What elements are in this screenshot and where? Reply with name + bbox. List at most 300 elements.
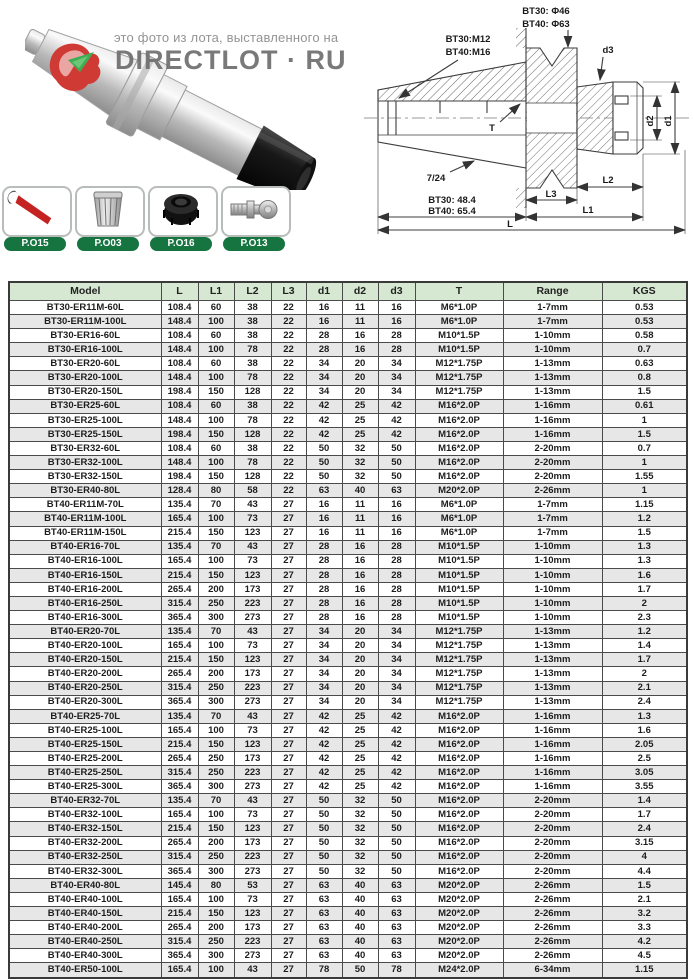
- table-cell: 28: [306, 596, 342, 610]
- table-cell: BT40-ER40-250L: [9, 935, 161, 949]
- table-cell: 165.4: [161, 639, 198, 653]
- table-cell: 40: [342, 921, 378, 935]
- table-cell: 200: [198, 921, 234, 935]
- table-cell: 1-10mm: [503, 596, 602, 610]
- table-cell: 50: [306, 441, 342, 455]
- table-cell: 22: [271, 385, 306, 399]
- table-cell: 63: [306, 892, 342, 906]
- table-cell: 27: [271, 921, 306, 935]
- table-cell: 34: [378, 639, 415, 653]
- table-cell: 0.7: [602, 343, 687, 357]
- table-cell: 40: [342, 935, 378, 949]
- table-cell: M20*2.0P: [415, 921, 503, 935]
- table-cell: 148.4: [161, 315, 198, 329]
- table-cell: 4: [602, 850, 687, 864]
- table-cell: 250: [198, 935, 234, 949]
- table-cell: 25: [342, 723, 378, 737]
- table-cell: 165.4: [161, 963, 198, 978]
- table-cell: 27: [271, 963, 306, 978]
- table-row: [9, 301, 687, 315]
- table-cell: M12*1.75P: [415, 639, 503, 653]
- table-cell: 27: [271, 681, 306, 695]
- table-cell: 128: [234, 427, 271, 441]
- table-cell: M10*1.5P: [415, 596, 503, 610]
- table-cell: 148.4: [161, 343, 198, 357]
- table-cell: 365.4: [161, 611, 198, 625]
- table-cell: 73: [234, 808, 271, 822]
- table-cell: 42: [378, 766, 415, 780]
- table-cell: 165.4: [161, 554, 198, 568]
- table-cell: 70: [198, 540, 234, 554]
- table-cell: 2-20mm: [503, 794, 602, 808]
- table-cell: 22: [271, 315, 306, 329]
- table-cell: 34: [306, 385, 342, 399]
- accessory-box-pull-stud: [221, 186, 291, 237]
- table-cell: 108.4: [161, 301, 198, 315]
- table-row: [9, 427, 687, 441]
- table-cell: 16: [342, 568, 378, 582]
- table-cell: 60: [198, 399, 234, 413]
- table-cell: 27: [271, 794, 306, 808]
- column-header-l2: L2: [234, 282, 271, 301]
- table-cell: 16: [306, 512, 342, 526]
- table-cell: 63: [378, 892, 415, 906]
- table-cell: 1.2: [602, 512, 687, 526]
- table-cell: 25: [342, 766, 378, 780]
- table-row: [9, 921, 687, 935]
- table-cell: 1-10mm: [503, 540, 602, 554]
- table-cell: 3.3: [602, 921, 687, 935]
- table-cell: 34: [378, 371, 415, 385]
- table-cell: 1.2: [602, 625, 687, 639]
- table-cell: 100: [198, 413, 234, 427]
- table-cell: 108.4: [161, 357, 198, 371]
- directlot-logo-icon: [42, 36, 104, 98]
- table-cell: 22: [271, 329, 306, 343]
- table-cell: 42: [378, 413, 415, 427]
- wrench-icon: [4, 188, 66, 231]
- table-cell: 34: [306, 371, 342, 385]
- table-cell: 123: [234, 737, 271, 751]
- table-cell: 32: [342, 836, 378, 850]
- table-cell: M16*2.0P: [415, 441, 503, 455]
- table-cell: 28: [306, 554, 342, 568]
- table-cell: 365.4: [161, 864, 198, 878]
- table-cell: 223: [234, 681, 271, 695]
- table-cell: 2-20mm: [503, 864, 602, 878]
- table-cell: 315.4: [161, 681, 198, 695]
- table-cell: 27: [271, 780, 306, 794]
- table-cell: 145.4: [161, 878, 198, 892]
- table-cell: 100: [198, 723, 234, 737]
- table-cell: 42: [306, 766, 342, 780]
- table-cell: M16*2.0P: [415, 723, 503, 737]
- table-cell: 16: [378, 512, 415, 526]
- table-cell: 135.4: [161, 709, 198, 723]
- table-cell: 173: [234, 752, 271, 766]
- table-cell: 173: [234, 582, 271, 596]
- table-cell: M16*2.0P: [415, 780, 503, 794]
- table-cell: 34: [306, 681, 342, 695]
- table-cell: 22: [271, 427, 306, 441]
- table-cell: 148.4: [161, 371, 198, 385]
- table-cell: BT30-ER20-100L: [9, 371, 161, 385]
- table-cell: 123: [234, 822, 271, 836]
- table-cell: 60: [198, 329, 234, 343]
- table-cell: 300: [198, 695, 234, 709]
- table-cell: 50: [378, 470, 415, 484]
- table-cell: 43: [234, 709, 271, 723]
- table-cell: 315.4: [161, 935, 198, 949]
- table-cell: 43: [234, 963, 271, 978]
- table-cell: 1: [602, 484, 687, 498]
- table-cell: 3.2: [602, 907, 687, 921]
- column-header-l1: L1: [198, 282, 234, 301]
- table-cell: M16*2.0P: [415, 427, 503, 441]
- table-cell: 22: [271, 343, 306, 357]
- diagram-label-l1: L1: [582, 205, 594, 216]
- table-row: [9, 850, 687, 864]
- table-cell: 27: [271, 554, 306, 568]
- table-row: [9, 371, 687, 385]
- table-cell: 2.4: [602, 822, 687, 836]
- table-cell: 50: [306, 456, 342, 470]
- table-cell: M16*2.0P: [415, 794, 503, 808]
- column-header-t: T: [415, 282, 503, 301]
- table-cell: M16*2.0P: [415, 808, 503, 822]
- table-cell: BT30-ER40-80L: [9, 484, 161, 498]
- accessory-label: P.O03: [77, 237, 139, 251]
- table-cell: M16*2.0P: [415, 709, 503, 723]
- table-cell: 27: [271, 498, 306, 512]
- table-cell: 28: [378, 343, 415, 357]
- table-cell: 1-10mm: [503, 611, 602, 625]
- table-cell: M6*1.0P: [415, 512, 503, 526]
- table-cell: 273: [234, 695, 271, 709]
- table-cell: 1-13mm: [503, 667, 602, 681]
- diagram-label-d2: d2: [645, 115, 656, 127]
- table-row: [9, 907, 687, 921]
- table-row: [9, 484, 687, 498]
- table-cell: 22: [271, 301, 306, 315]
- table-cell: 250: [198, 752, 234, 766]
- table-cell: 1-16mm: [503, 427, 602, 441]
- table-cell: BT40-ER16-250L: [9, 596, 161, 610]
- table-cell: 32: [342, 822, 378, 836]
- table-cell: 215.4: [161, 822, 198, 836]
- table-cell: 42: [378, 427, 415, 441]
- table-cell: 150: [198, 427, 234, 441]
- table-cell: 100: [198, 512, 234, 526]
- table-cell: 27: [271, 709, 306, 723]
- table-cell: 27: [271, 540, 306, 554]
- table-row: [9, 582, 687, 596]
- table-cell: 1-16mm: [503, 413, 602, 427]
- table-cell: BT30-ER16-100L: [9, 343, 161, 357]
- table-cell: 108.4: [161, 441, 198, 455]
- table-cell: 22: [271, 371, 306, 385]
- table-cell: 22: [271, 357, 306, 371]
- table-cell: 50: [306, 822, 342, 836]
- table-cell: 365.4: [161, 695, 198, 709]
- table-cell: 60: [198, 301, 234, 315]
- table-cell: 63: [378, 949, 415, 963]
- diagram-label-flange-dia-bt30: BT30: Φ46: [522, 6, 570, 17]
- table-cell: 2-20mm: [503, 808, 602, 822]
- accessory-box-wrench: [2, 186, 72, 237]
- table-cell: 63: [378, 921, 415, 935]
- table-cell: 34: [378, 681, 415, 695]
- table-cell: 148.4: [161, 456, 198, 470]
- table-cell: 43: [234, 794, 271, 808]
- table-cell: 1.3: [602, 709, 687, 723]
- table-row: [9, 526, 687, 540]
- diagram-label-l3: L3: [545, 189, 557, 200]
- table-cell: 28: [378, 568, 415, 582]
- table-row: [9, 413, 687, 427]
- table-cell: 28: [378, 329, 415, 343]
- table-cell: 223: [234, 850, 271, 864]
- table-row: [9, 892, 687, 906]
- table-cell: 70: [198, 794, 234, 808]
- column-header-l3: L3: [271, 282, 306, 301]
- table-cell: M12*1.75P: [415, 667, 503, 681]
- table-cell: 22: [271, 456, 306, 470]
- table-cell: 173: [234, 667, 271, 681]
- table-cell: 135.4: [161, 625, 198, 639]
- table-cell: BT40-ER32-70L: [9, 794, 161, 808]
- table-cell: 2-26mm: [503, 892, 602, 906]
- table-cell: 365.4: [161, 780, 198, 794]
- table-cell: 28: [306, 582, 342, 596]
- table-cell: 50: [306, 836, 342, 850]
- table-cell: 50: [378, 836, 415, 850]
- table-row: [9, 808, 687, 822]
- table-cell: 1: [602, 456, 687, 470]
- table-cell: M10*1.5P: [415, 582, 503, 596]
- table-cell: 34: [378, 667, 415, 681]
- table-cell: 27: [271, 512, 306, 526]
- table-cell: 3.05: [602, 766, 687, 780]
- table-cell: 200: [198, 582, 234, 596]
- table-cell: 150: [198, 653, 234, 667]
- table-cell: 25: [342, 413, 378, 427]
- table-cell: 28: [378, 554, 415, 568]
- table-cell: 2-20mm: [503, 456, 602, 470]
- table-cell: 1.4: [602, 794, 687, 808]
- table-cell: 223: [234, 766, 271, 780]
- table-row: [9, 470, 687, 484]
- table-cell: 1-16mm: [503, 737, 602, 751]
- table-cell: 2.3: [602, 611, 687, 625]
- table-cell: 1.5: [602, 385, 687, 399]
- table-cell: M10*1.5P: [415, 554, 503, 568]
- table-cell: 135.4: [161, 498, 198, 512]
- table-cell: M12*1.75P: [415, 625, 503, 639]
- table-cell: 73: [234, 554, 271, 568]
- table-cell: 42: [378, 737, 415, 751]
- table-cell: 165.4: [161, 512, 198, 526]
- table-cell: BT30-ER32-150L: [9, 470, 161, 484]
- table-cell: 50: [378, 822, 415, 836]
- table-row: [9, 822, 687, 836]
- table-cell: BT40-ER40-300L: [9, 949, 161, 963]
- table-cell: 198.4: [161, 470, 198, 484]
- watermark-text: это фото из лота, выставленного на: [114, 30, 339, 45]
- table-cell: 215.4: [161, 737, 198, 751]
- table-cell: BT30-ER11M-60L: [9, 301, 161, 315]
- column-header-range: Range: [503, 282, 602, 301]
- table-cell: M16*2.0P: [415, 836, 503, 850]
- table-cell: M6*1.0P: [415, 301, 503, 315]
- table-cell: BT40-ER16-200L: [9, 582, 161, 596]
- table-cell: 250: [198, 596, 234, 610]
- table-cell: 27: [271, 639, 306, 653]
- table-cell: 1-10mm: [503, 329, 602, 343]
- table-cell: M6*1.0P: [415, 315, 503, 329]
- accessory-label: P.O15: [4, 237, 66, 251]
- table-cell: 315.4: [161, 850, 198, 864]
- table-cell: 34: [378, 625, 415, 639]
- table-cell: 150: [198, 568, 234, 582]
- table-cell: 123: [234, 653, 271, 667]
- table-cell: 38: [234, 441, 271, 455]
- table-cell: M24*2.0P: [415, 963, 503, 978]
- table-row: [9, 441, 687, 455]
- table-cell: 165.4: [161, 808, 198, 822]
- table-cell: 1-13mm: [503, 695, 602, 709]
- table-cell: 20: [342, 681, 378, 695]
- table-cell: 34: [306, 653, 342, 667]
- table-row: [9, 864, 687, 878]
- table-header-row: [9, 282, 687, 301]
- table-cell: 1-16mm: [503, 780, 602, 794]
- table-cell: 100: [198, 456, 234, 470]
- table-cell: 50: [306, 808, 342, 822]
- table-cell: 34: [378, 695, 415, 709]
- table-cell: 63: [306, 907, 342, 921]
- table-cell: 27: [271, 864, 306, 878]
- table-cell: 27: [271, 582, 306, 596]
- table-cell: 40: [342, 949, 378, 963]
- table-row: [9, 709, 687, 723]
- diagram-label-thread-depth: T: [489, 123, 495, 134]
- diagram-label-thread-bt30: BT30:M12: [445, 34, 491, 45]
- table-cell: 80: [198, 484, 234, 498]
- table-cell: 60: [198, 441, 234, 455]
- table-cell: M12*1.75P: [415, 653, 503, 667]
- table-row: [9, 780, 687, 794]
- table-cell: BT40-ER25-150L: [9, 737, 161, 751]
- table-cell: BT40-ER20-200L: [9, 667, 161, 681]
- table-row: [9, 949, 687, 963]
- table-cell: BT40-ER16-100L: [9, 554, 161, 568]
- table-cell: 70: [198, 625, 234, 639]
- table-cell: 63: [306, 949, 342, 963]
- table-cell: 50: [306, 470, 342, 484]
- table-cell: 63: [306, 484, 342, 498]
- table-cell: 27: [271, 653, 306, 667]
- table-cell: BT40-ER20-100L: [9, 639, 161, 653]
- table-cell: 16: [306, 498, 342, 512]
- table-row: [9, 639, 687, 653]
- table-cell: 22: [271, 484, 306, 498]
- table-cell: 73: [234, 723, 271, 737]
- table-cell: 1.3: [602, 554, 687, 568]
- table-cell: M16*2.0P: [415, 413, 503, 427]
- table-cell: 100: [198, 892, 234, 906]
- table-cell: 273: [234, 780, 271, 794]
- table-cell: 28: [378, 596, 415, 610]
- table-row: [9, 667, 687, 681]
- table-cell: 150: [198, 737, 234, 751]
- table-cell: BT40-ER32-300L: [9, 864, 161, 878]
- table-cell: 123: [234, 568, 271, 582]
- table-cell: M16*2.0P: [415, 752, 503, 766]
- table-cell: M10*1.5P: [415, 343, 503, 357]
- table-cell: 16: [342, 596, 378, 610]
- table-cell: 1-16mm: [503, 752, 602, 766]
- table-cell: 27: [271, 850, 306, 864]
- table-cell: 100: [198, 371, 234, 385]
- table-cell: BT30-ER20-150L: [9, 385, 161, 399]
- table-cell: 1-16mm: [503, 766, 602, 780]
- table-cell: 38: [234, 357, 271, 371]
- accessory-box-collet: [75, 186, 145, 237]
- table-cell: 27: [271, 822, 306, 836]
- diagram-label-d1: d1: [663, 115, 674, 127]
- table-cell: 32: [342, 794, 378, 808]
- table-cell: 223: [234, 596, 271, 610]
- table-cell: 27: [271, 935, 306, 949]
- table-cell: BT40-ER40-150L: [9, 907, 161, 921]
- pull-stud-icon: [223, 188, 285, 231]
- table-cell: 108.4: [161, 329, 198, 343]
- technical-diagram: [350, 0, 694, 240]
- table-cell: 42: [378, 752, 415, 766]
- table-cell: BT30-ER25-100L: [9, 413, 161, 427]
- table-cell: 0.58: [602, 329, 687, 343]
- table-cell: M10*1.5P: [415, 329, 503, 343]
- table-cell: 215.4: [161, 526, 198, 540]
- table-row: [9, 766, 687, 780]
- table-cell: 50: [378, 808, 415, 822]
- table-row: [9, 357, 687, 371]
- table-cell: 198.4: [161, 385, 198, 399]
- table-cell: 1.3: [602, 540, 687, 554]
- table-cell: 42: [306, 709, 342, 723]
- table-cell: 1.4: [602, 639, 687, 653]
- table-cell: 27: [271, 907, 306, 921]
- table-cell: 28: [378, 611, 415, 625]
- table-cell: 265.4: [161, 667, 198, 681]
- table-cell: 1.5: [602, 526, 687, 540]
- table-cell: 50: [378, 794, 415, 808]
- diagram-label-d3: d3: [602, 45, 614, 56]
- table-cell: 0.53: [602, 301, 687, 315]
- table-cell: 2-26mm: [503, 949, 602, 963]
- table-cell: 315.4: [161, 596, 198, 610]
- table-cell: BT40-ER32-200L: [9, 836, 161, 850]
- table-cell: 27: [271, 596, 306, 610]
- table-cell: BT30-ER20-60L: [9, 357, 161, 371]
- table-cell: 40: [342, 907, 378, 921]
- table-cell: 20: [342, 695, 378, 709]
- table-cell: 1-7mm: [503, 301, 602, 315]
- table-cell: 53: [234, 878, 271, 892]
- table-cell: 27: [271, 526, 306, 540]
- table-cell: 1.7: [602, 808, 687, 822]
